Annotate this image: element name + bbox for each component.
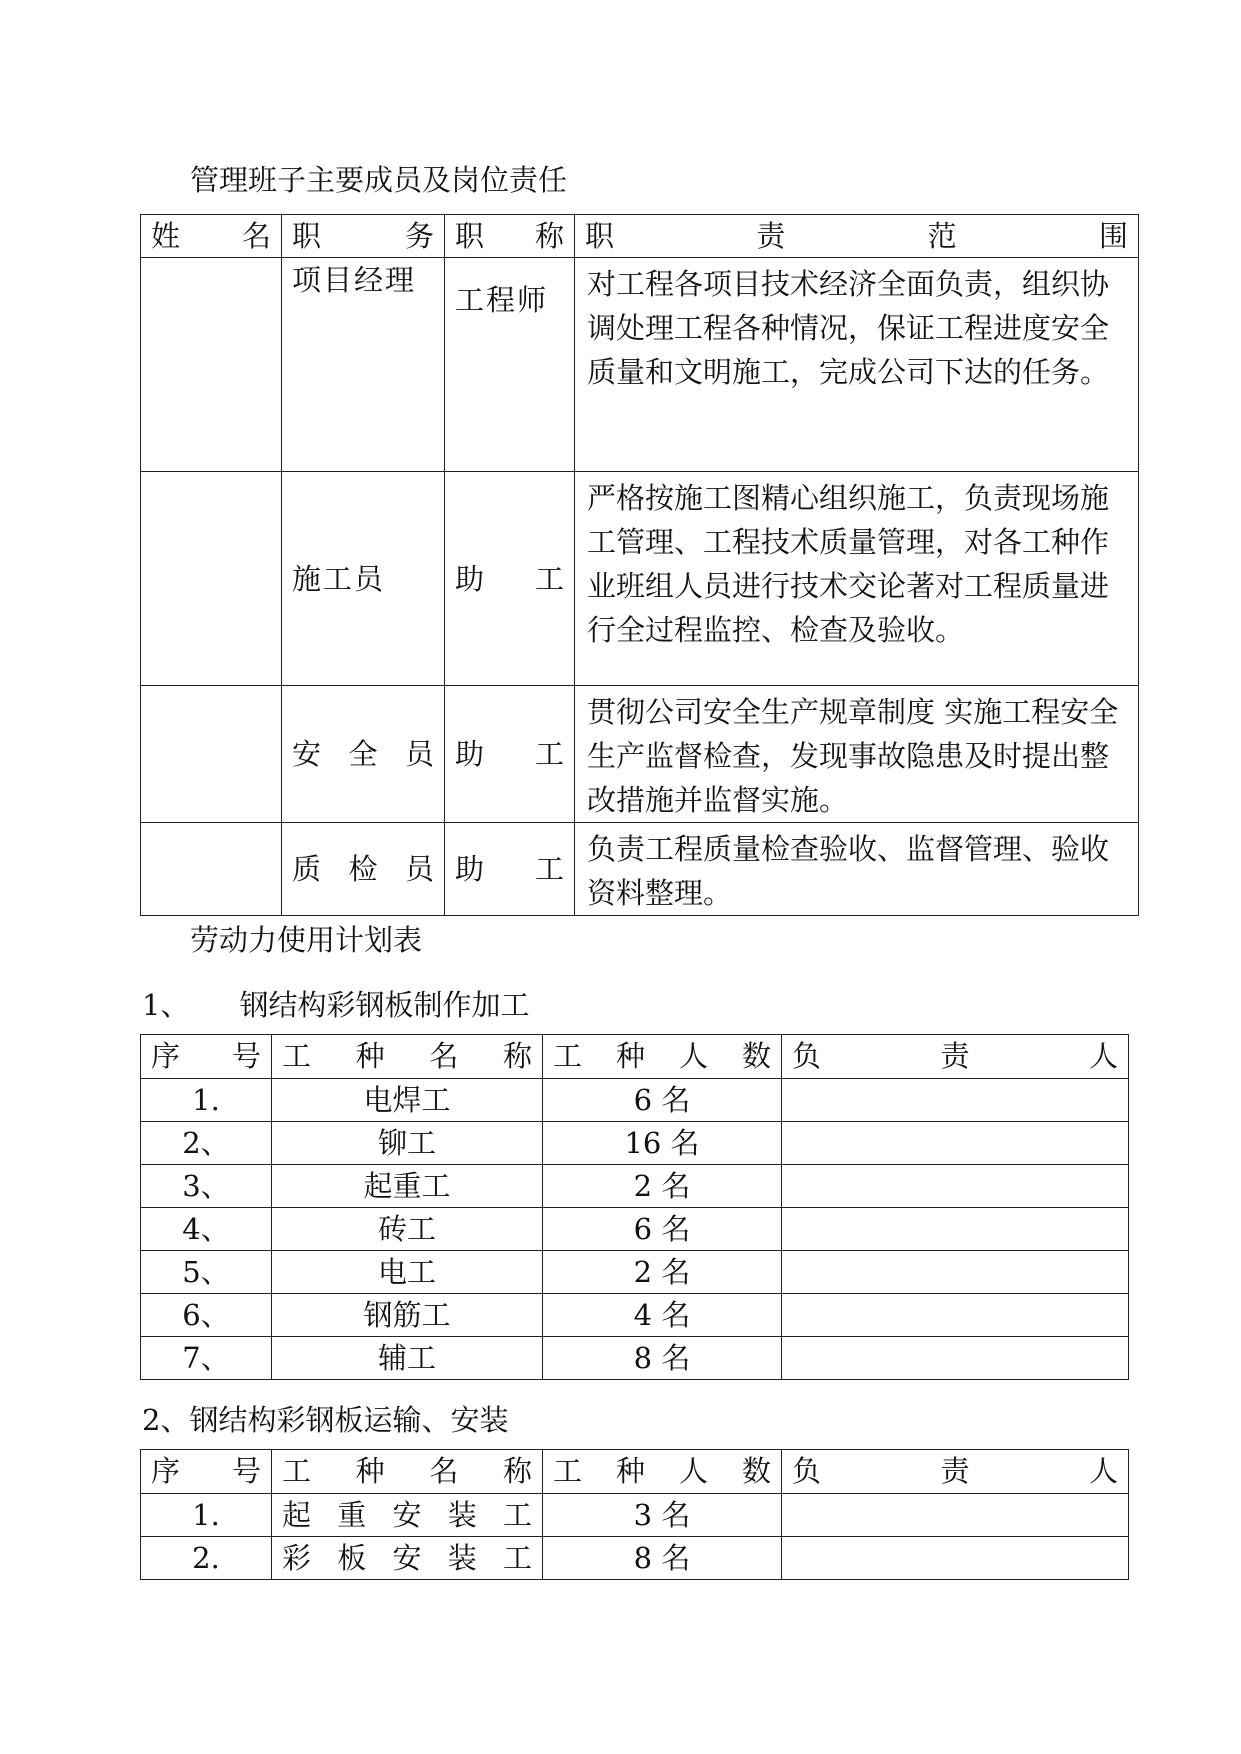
cell-leader xyxy=(782,1251,1129,1294)
header-seq xyxy=(141,1035,272,1079)
header-trade-text: 工 种 名 称 xyxy=(282,1454,532,1488)
cell-trade-text: 彩 板 安 装 工 xyxy=(282,1541,532,1575)
cell-title-text: 助 工 xyxy=(455,852,564,886)
cell-leader xyxy=(782,1494,1129,1537)
header-seq-text: 序 号 xyxy=(151,1039,261,1073)
table-row xyxy=(141,1294,1129,1337)
header-position xyxy=(282,215,445,258)
header-duty-text: 职 责 范 围 xyxy=(585,219,1128,253)
cell-seq: 3、 xyxy=(141,1165,272,1208)
subsection-heading-2: 2、钢结构彩钢板运输、安装 xyxy=(142,1403,509,1437)
cell-leader xyxy=(782,1165,1129,1208)
table-row xyxy=(141,1494,1129,1537)
header-title xyxy=(445,215,575,258)
cell-leader xyxy=(782,1079,1129,1122)
header-count-text: 工 种 人 数 xyxy=(553,1039,771,1073)
cell-position-text: 安 全 员 xyxy=(292,737,434,771)
cell-count: 2 名 xyxy=(543,1251,782,1294)
subsection-heading-1 xyxy=(142,987,529,1023)
cell-trade-text: 起 重 安 装 工 xyxy=(282,1498,532,1532)
table-row xyxy=(141,1537,1129,1580)
labor-table-fabrication xyxy=(140,1034,1129,1380)
cell-trade: 砖工 xyxy=(272,1208,543,1251)
subsection-number: 1、 xyxy=(142,988,190,1022)
cell-seq: 2. xyxy=(141,1537,272,1580)
cell-count: 8 名 xyxy=(543,1337,782,1380)
cell-seq: 4、 xyxy=(141,1208,272,1251)
cell-trade xyxy=(272,1537,543,1580)
cell-seq: 1. xyxy=(141,1079,272,1122)
cell-duty: 严格按施工图精心组织施工，负责现场施工管理、工程技术质量管理，对各工种作业班组人员进行技术交论著对工程质量进行全过程监控、检查及验收。 xyxy=(575,472,1139,686)
cell-count: 6 名 xyxy=(543,1079,782,1122)
table-header-row xyxy=(141,1450,1129,1494)
cell-duty: 负责工程质量检查验收、监督管理、验收资料整理。 xyxy=(575,823,1139,916)
header-count xyxy=(543,1035,782,1079)
cell-count: 4 名 xyxy=(543,1294,782,1337)
cell-title-text: 助 工 xyxy=(455,561,564,596)
management-table xyxy=(140,214,1139,916)
cell-leader xyxy=(782,1294,1129,1337)
cell-title xyxy=(445,472,575,686)
header-seq xyxy=(141,1450,272,1494)
header-leader-text: 负 责 人 xyxy=(792,1039,1118,1073)
cell-name xyxy=(141,823,282,916)
table-row xyxy=(141,1079,1129,1122)
cell-duty: 贯彻公司安全生产规章制度 实施工程安全生产监督检查，发现事故隐患及时提出整改措施并监督实施。 xyxy=(575,686,1139,823)
cell-seq: 6、 xyxy=(141,1294,272,1337)
cell-title-text: 助 工 xyxy=(455,737,564,771)
table-row xyxy=(141,823,1139,916)
cell-seq: 1. xyxy=(141,1494,272,1537)
header-position-text: 职 务 xyxy=(292,219,434,253)
cell-trade xyxy=(272,1494,543,1537)
section-heading-management: 管理班子主要成员及岗位责任 xyxy=(190,163,568,197)
cell-trade: 铆工 xyxy=(272,1122,543,1165)
cell-leader xyxy=(782,1208,1129,1251)
cell-position xyxy=(282,823,445,916)
header-name-text: 姓 名 xyxy=(151,219,271,253)
cell-count: 8 名 xyxy=(543,1537,782,1580)
table-row xyxy=(141,1208,1129,1251)
cell-duty: 对工程各项目技术经济全面负责，组织协调处理工程各种情况，保证工程进度安全质量和文明施工，完成公司下达的任务。 xyxy=(575,258,1139,472)
cell-name xyxy=(141,258,282,472)
cell-position: 施工员 xyxy=(282,472,445,686)
header-leader xyxy=(782,1450,1129,1494)
cell-name xyxy=(141,686,282,823)
cell-leader xyxy=(782,1537,1129,1580)
cell-trade: 电焊工 xyxy=(272,1079,543,1122)
header-leader-text: 负 责 人 xyxy=(792,1454,1118,1488)
table-row xyxy=(141,1165,1129,1208)
table-header-row xyxy=(141,1035,1129,1079)
cell-title: 工程师 xyxy=(445,258,575,472)
table-header-row xyxy=(141,215,1139,258)
table-row xyxy=(141,258,1139,472)
cell-trade: 钢筋工 xyxy=(272,1294,543,1337)
table-row xyxy=(141,686,1139,823)
cell-leader xyxy=(782,1122,1129,1165)
cell-position-text: 质 检 员 xyxy=(292,852,434,886)
cell-count: 16 名 xyxy=(543,1122,782,1165)
table-row xyxy=(141,1122,1129,1165)
header-trade-text: 工 种 名 称 xyxy=(282,1039,532,1073)
cell-trade: 起重工 xyxy=(272,1165,543,1208)
cell-leader xyxy=(782,1337,1129,1380)
header-count xyxy=(543,1450,782,1494)
table-row xyxy=(141,1251,1129,1294)
cell-seq: 2、 xyxy=(141,1122,272,1165)
cell-count: 2 名 xyxy=(543,1165,782,1208)
header-trade xyxy=(272,1035,543,1079)
cell-trade: 电工 xyxy=(272,1251,543,1294)
header-leader xyxy=(782,1035,1129,1079)
header-trade xyxy=(272,1450,543,1494)
cell-seq: 7、 xyxy=(141,1337,272,1380)
cell-position xyxy=(282,686,445,823)
cell-seq: 5、 xyxy=(141,1251,272,1294)
section-heading-labor-plan: 劳动力使用计划表 xyxy=(190,923,423,957)
header-title-text: 职 称 xyxy=(455,219,564,253)
table-row xyxy=(141,472,1139,686)
cell-count: 3 名 xyxy=(543,1494,782,1537)
header-seq-text: 序 号 xyxy=(151,1454,261,1488)
cell-name xyxy=(141,472,282,686)
header-count-text: 工 种 人 数 xyxy=(553,1454,771,1488)
subsection-title: 钢结构彩钢板制作加工 xyxy=(239,988,530,1022)
header-name xyxy=(141,215,282,258)
cell-trade: 辅工 xyxy=(272,1337,543,1380)
labor-table-installation xyxy=(140,1449,1129,1580)
cell-position: 项目经理 xyxy=(282,258,445,472)
cell-count: 6 名 xyxy=(543,1208,782,1251)
cell-title xyxy=(445,823,575,916)
cell-title xyxy=(445,686,575,823)
header-duty xyxy=(575,215,1139,258)
table-row xyxy=(141,1337,1129,1380)
